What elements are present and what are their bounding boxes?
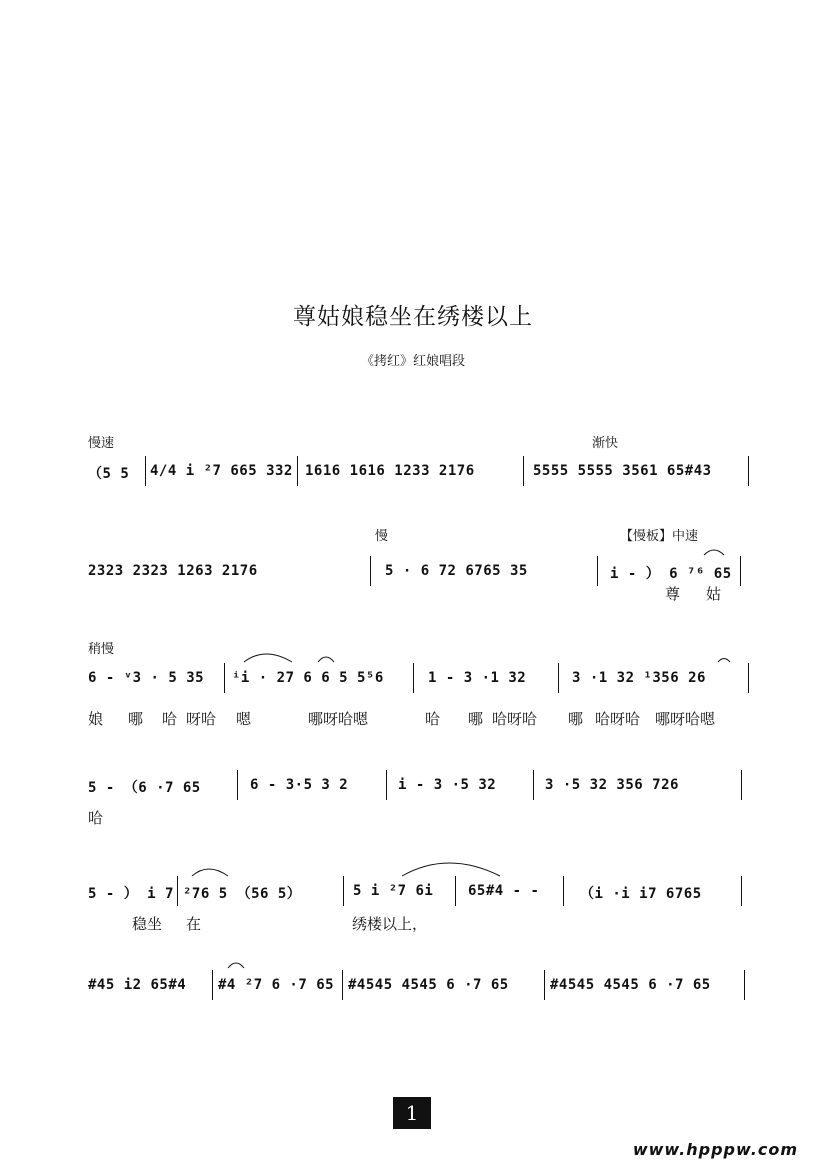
barline (741, 770, 742, 800)
lyric: 哪呀哈嗯 (655, 710, 716, 728)
measure: 3 ·5 32 356 726 (545, 777, 679, 793)
barline (455, 876, 456, 906)
barline (741, 876, 742, 906)
measure: 6 - ᵛ3 · 5 35 (88, 670, 205, 686)
lyric: 尊 (665, 585, 681, 603)
page-number: 1 (393, 1097, 431, 1129)
measure: 5 - ） i 7 (88, 886, 174, 902)
barline (145, 456, 146, 486)
barline (597, 556, 598, 586)
lyric: 稳坐 (132, 915, 163, 933)
barline (386, 770, 387, 800)
song-title: 尊姑娘稳坐在绣楼以上 (293, 304, 533, 330)
barline (343, 876, 344, 906)
measure: 5 i ²7 6i (353, 883, 434, 899)
barline (370, 556, 371, 586)
measure: 65#4 - - (468, 883, 540, 899)
tempo-mark: 渐快 (592, 436, 619, 451)
measure: #45 i2 65#4 (88, 977, 187, 993)
measure: （i ·i i7 6765 (580, 886, 702, 902)
measure: 1 - 3 ·1 32 (428, 670, 527, 686)
measure: i - ） 6 ⁷⁶ 65 (610, 566, 732, 582)
slur (718, 659, 730, 663)
barline (748, 456, 749, 486)
barline (237, 770, 238, 800)
tempo-mark: 稍慢 (88, 642, 115, 657)
measure: #4545 4545 6 ·7 65 (348, 977, 509, 993)
measure: ⁱi · 27 6 6 5 5⁵6 (232, 670, 384, 686)
measure: 5555 5555 3561 65#43 (533, 463, 712, 479)
lyric: 哪 (128, 710, 144, 728)
measure: （5 5 (88, 466, 130, 482)
tempo-mark: 【慢板】中速 (620, 529, 699, 544)
barline (224, 663, 225, 693)
measure: ²76 5 （56 5） (183, 886, 302, 902)
lyric: 哈呀哈 (595, 710, 641, 728)
slur (402, 863, 500, 876)
lyric: 哪 (568, 710, 584, 728)
lyric: 哪呀哈嗯 (308, 710, 369, 728)
measure: 4/4 i ²7 665 332 (150, 463, 293, 479)
slur (192, 869, 228, 876)
barline (523, 456, 524, 486)
measure: #4545 4545 6 ·7 65 (550, 977, 711, 993)
measure: 1616 1616 1233 2176 (305, 463, 475, 479)
measure: #4 ²7 6 ·7 65 (218, 977, 335, 993)
measure: 5 · 6 72 6765 35 (385, 563, 528, 579)
barline (558, 663, 559, 693)
barline (544, 970, 545, 1000)
barline (533, 770, 534, 800)
barline (740, 556, 741, 586)
tempo-mark: 慢 (375, 529, 389, 544)
lyric: 姑 (706, 585, 722, 603)
lyric: 哈 (425, 710, 441, 728)
barline (297, 456, 298, 486)
barline (744, 970, 745, 1000)
measure: 2323 2323 1263 2176 (88, 563, 258, 579)
barline (342, 970, 343, 1000)
slur (228, 963, 244, 968)
lyric: 哪 (468, 710, 484, 728)
lyric: 娘 (88, 710, 104, 728)
lyric: 哈 (162, 710, 178, 728)
measure: 6 - 3·5 3 2 (250, 777, 349, 793)
lyric: 在 (186, 915, 202, 933)
tempo-mark: 慢速 (88, 436, 115, 451)
measure: 3 ·1 32 ¹356 26 (572, 670, 706, 686)
lyric: 绣楼以上， (352, 915, 428, 933)
barline (177, 876, 178, 906)
song-subtitle: 《拷红》红娘唱段 (360, 354, 465, 369)
barline (413, 663, 414, 693)
slur (318, 657, 334, 662)
barline (748, 663, 749, 693)
lyric: 哈 (88, 809, 104, 827)
watermark-url: www.hpppw.com (632, 1140, 798, 1159)
measure: 5 - （6 ·7 65 (88, 780, 201, 796)
barline (212, 970, 213, 1000)
lyric: 呀哈 (186, 710, 217, 728)
barline (563, 876, 564, 906)
slur (704, 550, 724, 555)
lyric: 哈呀哈 (492, 710, 538, 728)
lyric: 嗯 (236, 710, 252, 728)
slur (244, 654, 292, 662)
measure: i - 3 ·5 32 (398, 777, 497, 793)
